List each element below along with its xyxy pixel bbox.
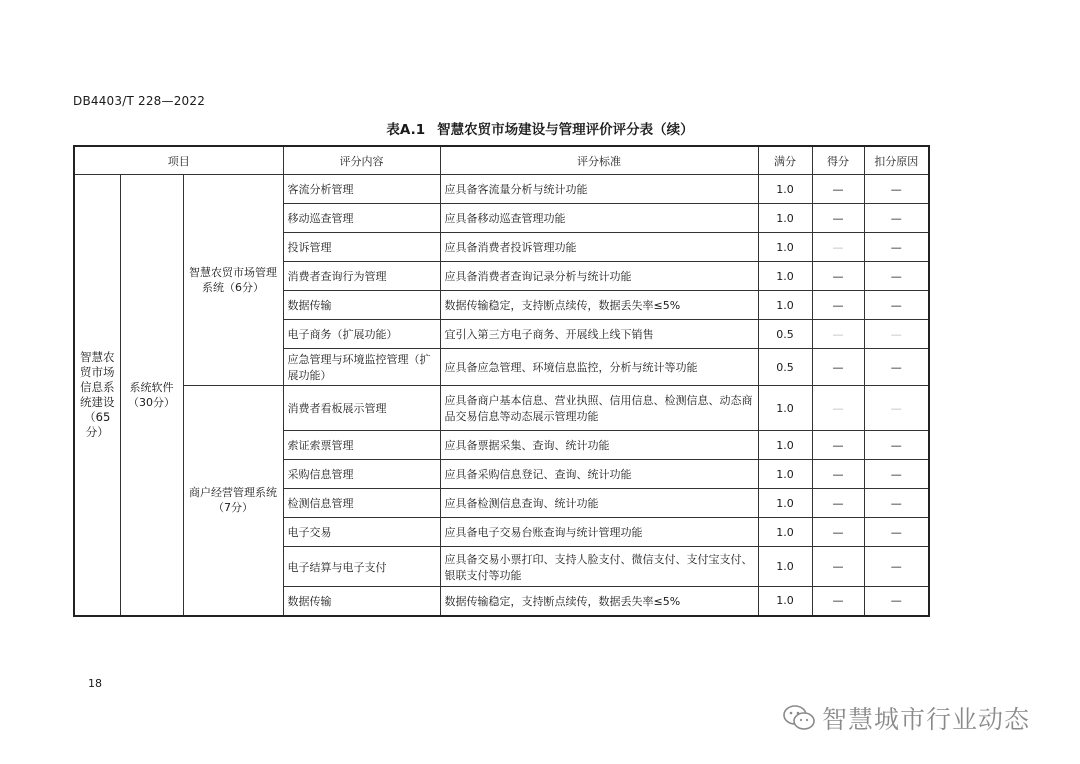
row-reason: — <box>864 518 929 547</box>
row-reason: — <box>864 175 929 204</box>
row-standard: 应具备消费者查询记录分析与统计功能 <box>440 262 758 291</box>
row-score: — <box>812 518 864 547</box>
page-number: 18 <box>88 677 102 690</box>
header-row <box>74 146 929 175</box>
row-content: 应急管理与环境监控管理（扩展功能） <box>283 349 440 386</box>
row-content: 消费者查询行为管理 <box>283 262 440 291</box>
row-standard: 应具备检测信息查询、统计功能 <box>440 489 758 518</box>
row-score: — <box>812 431 864 460</box>
row-reason: — <box>864 320 929 349</box>
row-score: — <box>812 320 864 349</box>
row-standard: 应具备采购信息登记、查询、统计功能 <box>440 460 758 489</box>
row-score: — <box>812 460 864 489</box>
row-score: — <box>812 489 864 518</box>
row-standard: 应具备消费者投诉管理功能 <box>440 233 758 262</box>
level2-category: 系统软件（30分） <box>120 175 183 616</box>
header-standard: 评分标准 <box>440 146 758 175</box>
row-full-score: 1.0 <box>758 460 812 489</box>
table-row <box>74 386 929 431</box>
row-standard: 应具备票据采集、查询、统计功能 <box>440 431 758 460</box>
row-full-score: 1.0 <box>758 386 812 431</box>
row-score: — <box>812 233 864 262</box>
row-full-score: 1.0 <box>758 518 812 547</box>
row-reason: — <box>864 489 929 518</box>
row-reason: — <box>864 233 929 262</box>
row-standard: 应具备客流量分析与统计功能 <box>440 175 758 204</box>
watermark-text: 智慧城市行业动态 <box>822 705 1031 734</box>
row-standard: 应具备商户基本信息、营业执照、信用信息、检测信息、动态商品交易信息等动态展示管理功能 <box>440 386 758 431</box>
row-full-score: 1.0 <box>758 175 812 204</box>
row-content: 电子结算与电子支付 <box>283 547 440 587</box>
row-standard: 应具备移动巡查管理功能 <box>440 204 758 233</box>
row-full-score: 1.0 <box>758 204 812 233</box>
table-title-text: 智慧农贸市场建设与管理评价评分表（续） <box>437 122 694 138</box>
row-content: 采购信息管理 <box>283 460 440 489</box>
row-full-score: 0.5 <box>758 349 812 386</box>
row-reason: — <box>864 291 929 320</box>
row-standard: 应具备交易小票打印、支持人脸支付、微信支付、支付宝支付、银联支付等功能 <box>440 547 758 587</box>
table-title <box>0 118 1080 138</box>
row-content: 数据传输 <box>283 587 440 616</box>
row-full-score: 1.0 <box>758 431 812 460</box>
row-score: — <box>812 175 864 204</box>
row-reason: — <box>864 204 929 233</box>
row-full-score: 1.0 <box>758 262 812 291</box>
group-label-market-management: 智慧农贸市场管理系统（6分） <box>183 175 283 386</box>
row-standard: 宜引入第三方电子商务、开展线上线下销售 <box>440 320 758 349</box>
row-full-score: 1.0 <box>758 489 812 518</box>
watermark <box>782 698 1030 738</box>
row-score: — <box>812 291 864 320</box>
row-content: 数据传输 <box>283 291 440 320</box>
evaluation-table <box>73 145 930 617</box>
row-full-score: 0.5 <box>758 320 812 349</box>
row-standard: 数据传输稳定，支持断点续传，数据丢失率≤5% <box>440 587 758 616</box>
row-score: — <box>812 587 864 616</box>
table-row <box>74 175 929 204</box>
row-reason: — <box>864 349 929 386</box>
header-deduction-reason: 扣分原因 <box>864 146 929 175</box>
row-score: — <box>812 262 864 291</box>
row-score: — <box>812 547 864 587</box>
row-content: 客流分析管理 <box>283 175 440 204</box>
table-id: 表A.1 <box>386 122 426 138</box>
group-label-merchant-management: 商户经营管理系统（7分） <box>183 386 283 616</box>
row-full-score: 1.0 <box>758 547 812 587</box>
row-reason: — <box>864 386 929 431</box>
row-standard: 数据传输稳定，支持断点续传，数据丢失率≤5% <box>440 291 758 320</box>
row-reason: — <box>864 262 929 291</box>
header-full-score: 满分 <box>758 146 812 175</box>
row-content: 索证索票管理 <box>283 431 440 460</box>
row-reason: — <box>864 460 929 489</box>
document-code: DB4403/T 228—2022 <box>73 94 206 108</box>
row-standard: 应具备应急管理、环境信息监控，分析与统计等功能 <box>440 349 758 386</box>
row-reason: — <box>864 587 929 616</box>
row-content: 消费者看板展示管理 <box>283 386 440 431</box>
row-content: 检测信息管理 <box>283 489 440 518</box>
row-full-score: 1.0 <box>758 587 812 616</box>
wechat-icon <box>782 704 816 732</box>
row-score: — <box>812 386 864 431</box>
level1-category: 智慧农贸市场信息系统建设（65分） <box>74 175 120 616</box>
row-score: — <box>812 349 864 386</box>
row-score: — <box>812 204 864 233</box>
row-reason: — <box>864 431 929 460</box>
row-reason: — <box>864 547 929 587</box>
row-content: 电子交易 <box>283 518 440 547</box>
header-score: 得分 <box>812 146 864 175</box>
row-standard: 应具备电子交易台账查询与统计管理功能 <box>440 518 758 547</box>
header-content: 评分内容 <box>283 146 440 175</box>
header-item: 项目 <box>74 146 283 175</box>
row-content: 投诉管理 <box>283 233 440 262</box>
row-full-score: 1.0 <box>758 233 812 262</box>
row-full-score: 1.0 <box>758 291 812 320</box>
row-content: 移动巡查管理 <box>283 204 440 233</box>
row-content: 电子商务（扩展功能） <box>283 320 440 349</box>
